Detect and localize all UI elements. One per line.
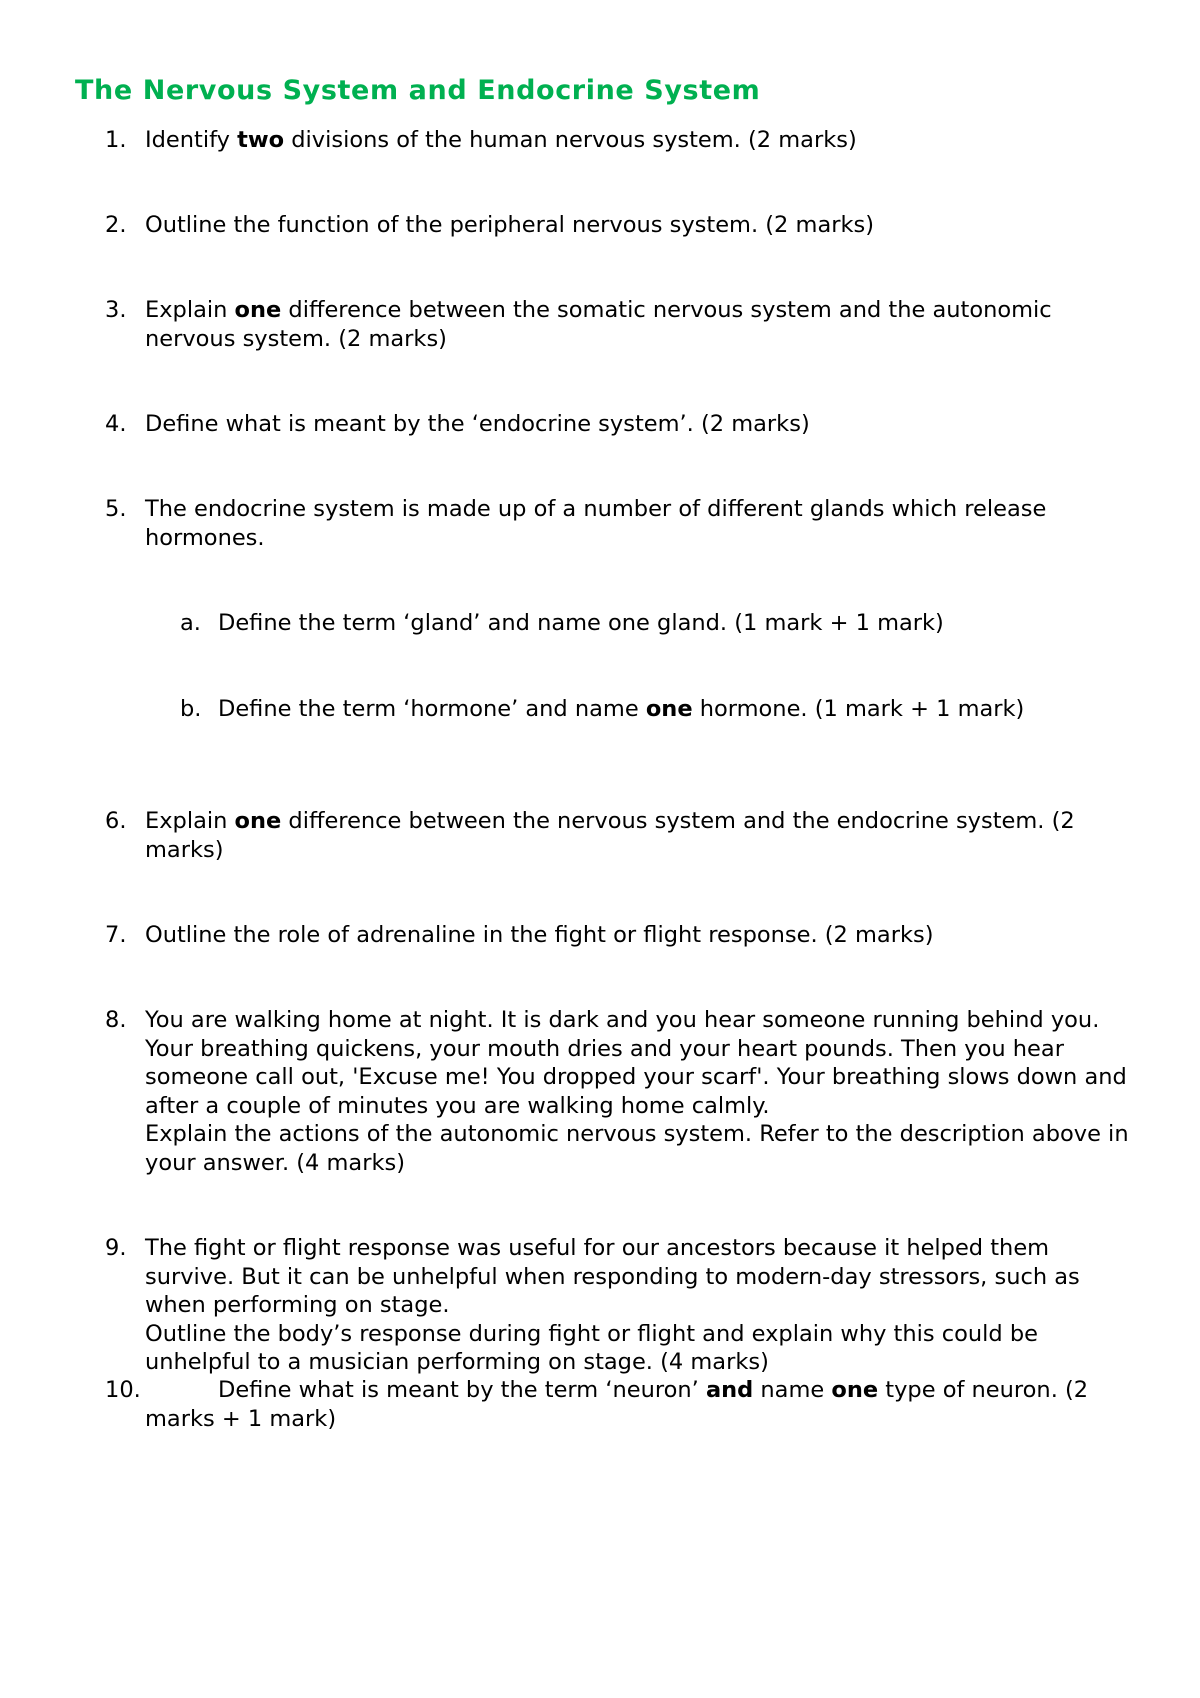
question-text — [145, 1234, 1135, 1377]
question-5a — [180, 609, 1130, 638]
question-9 — [105, 1234, 1135, 1377]
question-prompt: Explain the actions of the autonomic nervous system. Refer to the description above in your answer. (4 marks) — [145, 1121, 1129, 1176]
question-3 — [105, 296, 1135, 353]
question-text — [145, 1006, 1135, 1177]
question-number: 6. — [105, 808, 127, 834]
question-text: Identify two divisions of the human nervous system. (2 marks) — [145, 127, 857, 153]
question-number: a. — [180, 610, 201, 636]
question-2 — [105, 211, 1135, 240]
question-prompt: Outline the body’s response during fight or flight and explain why this could be unhelpful to a musician performing on stage. (4 marks) — [145, 1320, 1038, 1375]
question-text: Define the term ‘gland’ and name one gland. (1 mark + 1 mark) — [218, 610, 944, 636]
question-text: Define what is meant by the term ‘neuron’ and name one type of neuron. (2 marks + 1 mark) — [145, 1377, 1089, 1432]
question-4 — [105, 410, 1135, 439]
question-10 — [105, 1376, 1135, 1433]
question-number: 9. — [105, 1235, 127, 1261]
question-number: 10. — [105, 1377, 141, 1403]
question-6 — [105, 807, 1135, 864]
question-number: 4. — [105, 411, 127, 437]
question-number: 2. — [105, 212, 127, 238]
question-text: Define what is meant by the ‘endocrine system’. (2 marks) — [145, 411, 810, 437]
question-7 — [105, 921, 1135, 950]
question-number: 7. — [105, 922, 127, 948]
question-number: 1. — [105, 127, 127, 153]
question-text: Define the term ‘hormone’ and name one hormone. (1 mark + 1 mark) — [218, 696, 1025, 722]
question-text: Outline the role of adrenaline in the fight or flight response. (2 marks) — [145, 922, 934, 948]
question-text: Outline the function of the peripheral nervous system. (2 marks) — [145, 212, 875, 238]
question-scenario: The fight or flight response was useful for our ancestors because it helped them survive. But it can be unhelpful when responding to modern-day stressors, such as when performing on stage. — [145, 1235, 1080, 1318]
question-text: Explain one difference between the nervous system and the endocrine system. (2 marks) — [145, 808, 1075, 863]
question-number: 3. — [105, 297, 127, 323]
question-number: 8. — [105, 1007, 127, 1033]
question-5 — [105, 495, 1135, 552]
question-1 — [105, 126, 1135, 155]
question-text: The endocrine system is made up of a number of different glands which release hormones. — [145, 496, 1047, 551]
question-text: Explain one difference between the somatic nervous system and the autonomic nervous system. (2 marks) — [145, 297, 1052, 352]
question-8 — [105, 1006, 1135, 1177]
page-title: The Nervous System and Endocrine System — [75, 75, 761, 106]
question-number: 5. — [105, 496, 127, 522]
question-scenario: You are walking home at night. It is dark and you hear someone running behind you. Your breathing quickens, your mouth dries and your heart pounds. Then you hear someone call out, 'Excuse me! You dropped your scarf'. Your breathing slows down and after a couple of minutes you are walking home calmly. — [145, 1007, 1127, 1119]
question-number: b. — [180, 696, 202, 722]
question-5b — [180, 695, 1130, 724]
